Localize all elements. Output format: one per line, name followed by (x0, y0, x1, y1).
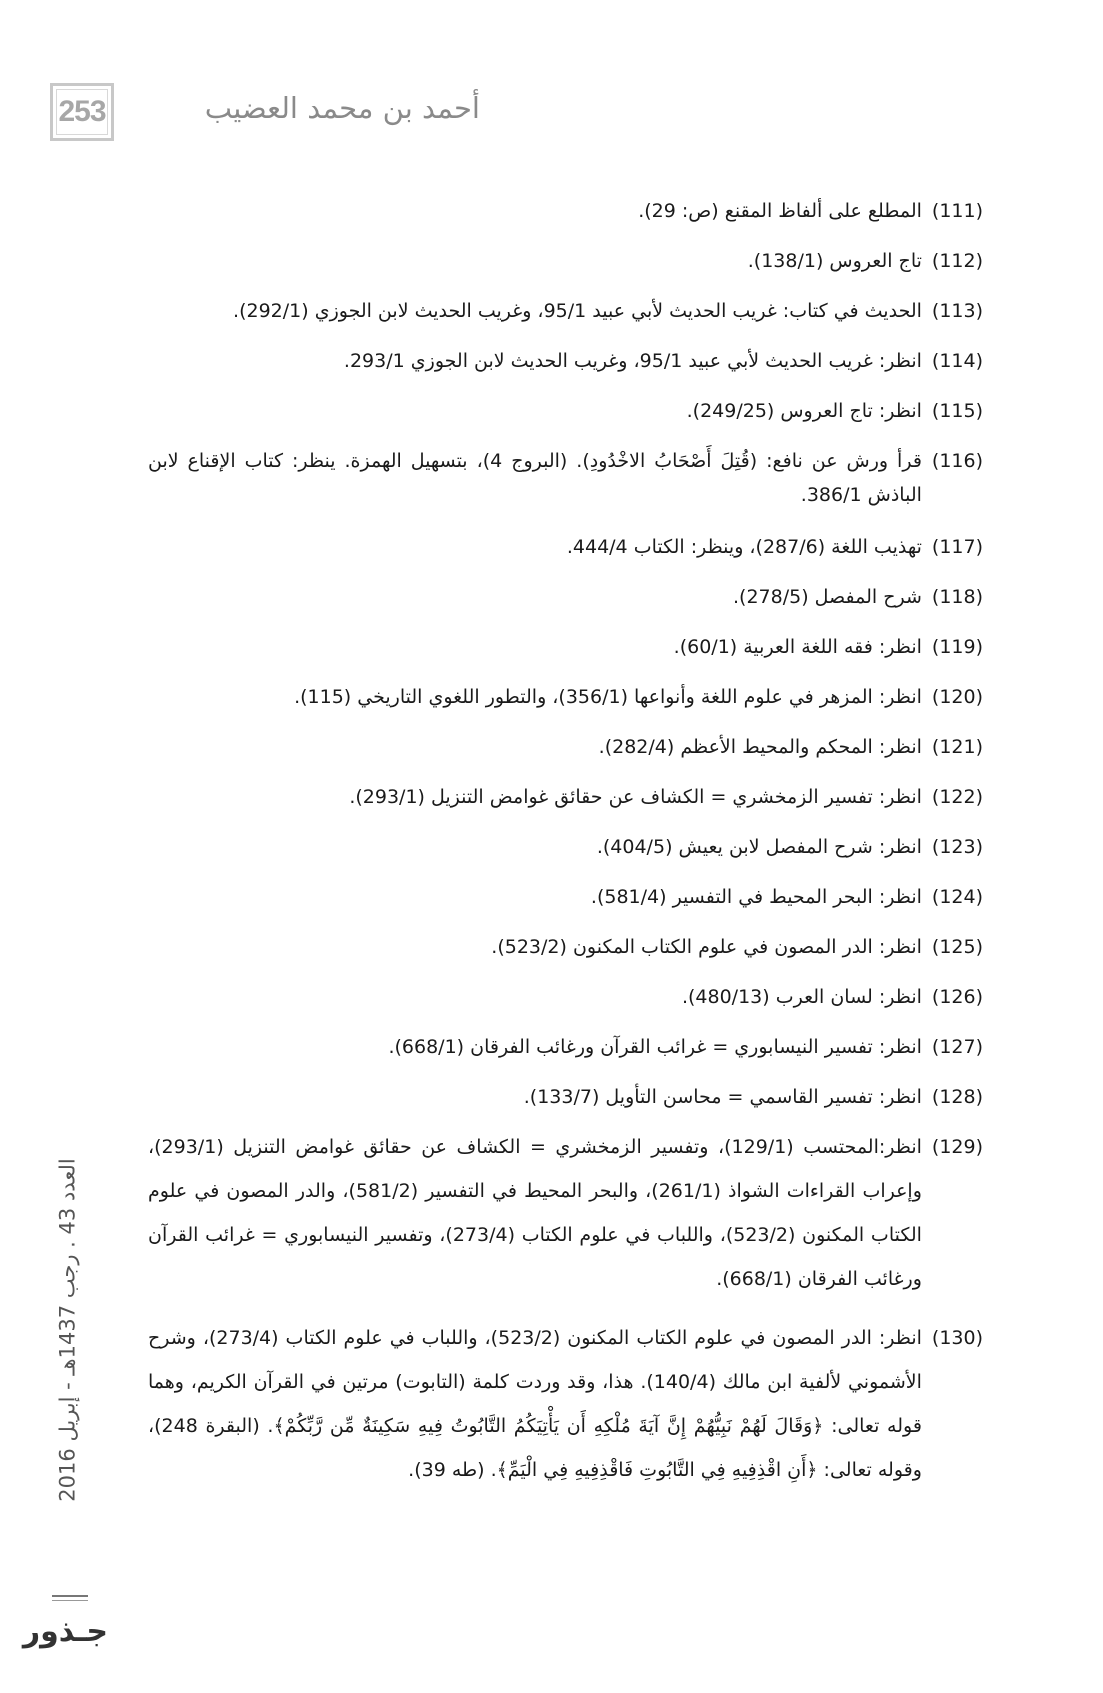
footnote-number: (125) (931, 936, 983, 958)
footnote-number: (118) (931, 586, 983, 608)
footnote-number: (120) (931, 686, 983, 708)
footnotes-list (148, 198, 983, 1516)
footnote-123 (148, 834, 983, 860)
footnote-number: (123) (931, 836, 983, 858)
footnote-text: انظر: تفسير القاسمي = محاسن التأويل (133/7). (523, 1086, 922, 1108)
footnote-number: (121) (931, 736, 983, 758)
footnote-125 (148, 934, 983, 960)
footnote-text: المطلع على ألفاظ المقنع (ص: 29). (638, 200, 922, 222)
footnote-text: انظر: تاج العروس (249/25). (686, 400, 922, 422)
footnote-127 (148, 1034, 983, 1060)
footnote-114 (148, 348, 983, 374)
footnote-number: (128) (931, 1086, 983, 1108)
footnote-number: (129) (931, 1136, 983, 1158)
footnote-129 (148, 1134, 983, 1301)
footnote-116 (148, 448, 983, 512)
footnote-text: انظر: شرح المفصل لابن يعيش (404/5). (596, 836, 922, 858)
footnote-112 (148, 248, 983, 274)
footnote-text: انظر: المزهر في علوم اللغة وأنواعها (356/1)، والتطور اللغوي التاريخي (115). (294, 686, 922, 708)
footnote-119 (148, 634, 983, 660)
side-divider (52, 1595, 88, 1597)
footnote-124 (148, 884, 983, 910)
footnote-number: (130) (931, 1327, 983, 1349)
page-number-box (50, 83, 114, 141)
footnote-text: تاج العروس (138/1). (747, 250, 922, 272)
page-number: 253 (58, 95, 106, 128)
footnote-number: (112) (931, 250, 983, 272)
footnote-number: (111) (931, 200, 983, 222)
footnote-text: انظر:المحتسب (129/1)، وتفسير الزمخشري = الكشاف عن حقائق غوامض التنزيل (293/1)، وإعراب القراءات الشواذ (261/1)، والبحر المحيط في التفسير (581/2)، والدر المصون في علوم الكتاب المكنون (523/2)، واللباب في علوم الكتاب (273/4)، وتفسير النيسابوري = غرائب القرآن ورغائب الفرقان (668/1). (148, 1136, 922, 1290)
footnote-number: (122) (931, 786, 983, 808)
footnote-text: انظر: فقه اللغة العربية (60/1). (673, 636, 922, 658)
footnote-120 (148, 684, 983, 710)
footnote-text: تهذيب اللغة (287/6)، وينظر: الكتاب 444/4. (566, 536, 922, 558)
footnote-text: شرح المفصل (278/5). (732, 586, 922, 608)
footnote-text: انظر: البحر المحيط في التفسير (581/4). (590, 886, 922, 908)
footnote-117 (148, 534, 983, 560)
footnote-text: انظر: الدر المصون في علوم الكتاب المكنون (523/2)، واللباب في علوم الكتاب (273/4)، وشرح الأشموني لألفية ابن مالك (140/4). هذا، وقد وردت كلمة (التابوت) مرتين في القرآن الكريم، وهما قوله تعالى: ﴿وَقَالَ لَهُمْ نَبِيُّهُمْ إِنَّ آيَةَ مُلْكِهِ أَن يَأْتِيَكُمُ التَّابُوتُ فِيهِ سَكِينَةٌ مِّن رَّبِّكُمْ﴾. (البقرة 248)، وقوله تعالى: ﴿أَنِ اقْذِفِيهِ فِي التَّابُوتِ فَاقْذِفِيهِ فِي الْيَمِّ﴾. (طه 39). (148, 1327, 922, 1481)
journal-issue-label (48, 1120, 88, 1540)
footnote-115 (148, 398, 983, 424)
footnote-122 (148, 784, 983, 810)
footnote-number: (117) (931, 536, 983, 558)
footnote-text: انظر: الدر المصون في علوم الكتاب المكنون (523/2). (491, 936, 922, 958)
footnote-113 (148, 298, 983, 324)
side-divider-thin (52, 1600, 88, 1601)
footnote-text: انظر: غريب الحديث لأبي عبيد 95/1، وغريب الحديث لابن الجوزي 293/1. (343, 350, 922, 372)
footnote-number: (116) (931, 450, 983, 472)
footnote-number: (113) (931, 300, 983, 322)
footnote-111 (148, 198, 983, 224)
footnote-130 (148, 1325, 983, 1492)
issue-text: العدد 43 . رجب 1437هـ - إبريل 2016 (56, 1158, 80, 1502)
running-header-author: أحمد بن محمد العضيب (204, 91, 480, 125)
footnote-number: (124) (931, 886, 983, 908)
footnote-number: (119) (931, 636, 983, 658)
journal-logo: جـذور (22, 1614, 108, 1649)
footnote-text: انظر: تفسير الزمخشري = الكشاف عن حقائق غوامض التنزيل (293/1). (349, 786, 922, 808)
footnote-number: (115) (931, 400, 983, 422)
footnote-126 (148, 984, 983, 1010)
footnote-number: (126) (931, 986, 983, 1008)
footnote-128 (148, 1084, 983, 1110)
footnote-text: انظر: لسان العرب (480/13). (681, 986, 922, 1008)
footnote-text: قرأ ورش عن نافع: (قُتِلَ أَصْحَابُ الاخْدُودِ). (البروج 4)، بتسهيل الهمزة. ينظر: كتاب الإقناع لابن الباذش 386/1. (148, 450, 922, 506)
footnote-118 (148, 584, 983, 610)
footnote-text: الحديث في كتاب: غريب الحديث لأبي عبيد 95/1، وغريب الحديث لابن الجوزي (292/1). (233, 300, 922, 322)
footnote-text: انظر: تفسير النيسابوري = غرائب القرآن ورغائب الفرقان (668/1). (388, 1036, 922, 1058)
footnote-number: (127) (931, 1036, 983, 1058)
footnote-number: (114) (931, 350, 983, 372)
footnote-text: انظر: المحكم والمحيط الأعظم (282/4). (598, 736, 922, 758)
footnote-121 (148, 734, 983, 760)
